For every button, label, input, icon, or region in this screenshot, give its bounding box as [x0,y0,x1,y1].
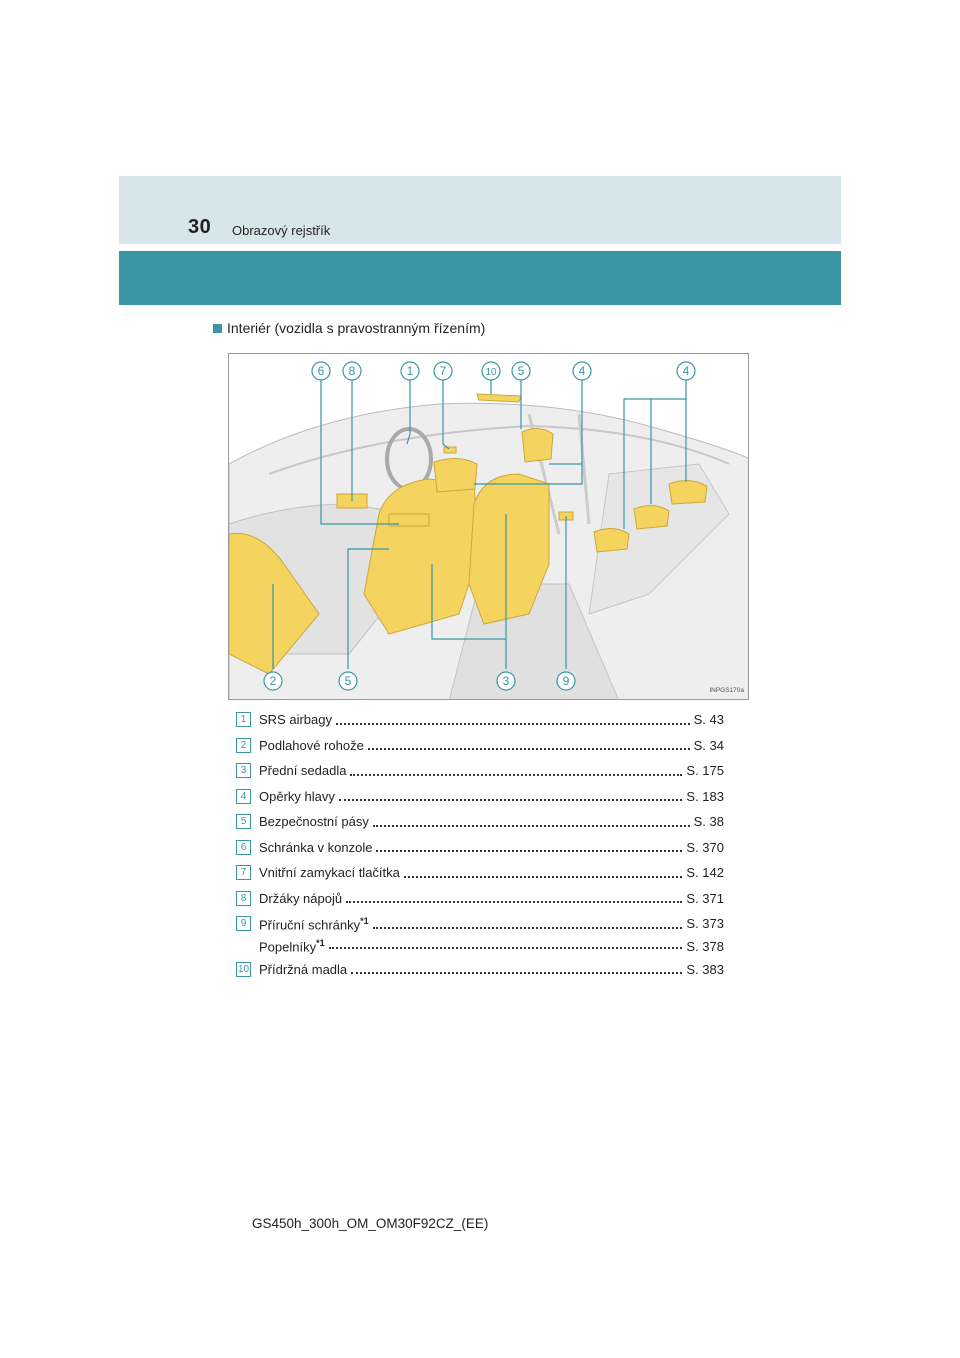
page-reference[interactable]: S. 38 [693,814,724,830]
dot-leader [329,947,683,949]
item-number-badge: 3 [236,763,251,778]
list-item [236,860,724,886]
footnote-mark: *1 [360,915,369,926]
item-label [259,840,372,855]
list-item [236,835,724,861]
list-item [236,809,724,835]
page-reference[interactable]: S. 383 [686,961,724,977]
dot-leader [351,972,682,974]
item-label [259,789,335,804]
dot-leader [350,774,682,776]
list-item [236,758,724,784]
page-reference[interactable]: S. 34 [693,737,724,753]
header-bar [119,251,841,305]
svg-text:9: 9 [562,674,570,688]
item-label [259,814,369,829]
svg-text:6: 6 [317,364,325,378]
item-label [259,738,364,753]
dot-leader [373,825,690,827]
item-label-text: SRS airbagy [259,712,332,728]
bullet-square-icon [213,324,222,333]
item-number-badge: 9 [236,916,251,931]
dot-leader [339,799,683,801]
header-band [119,176,841,244]
list-item [236,784,724,810]
item-label-text: Přední sedadla [259,763,347,779]
dot-leader [346,901,682,903]
item-label-text: Přídržná madla [259,961,348,977]
item-number-badge: 2 [236,738,251,753]
item-label-text: Držáky nápojů [259,890,343,906]
item-number-badge: 10 [237,963,250,975]
list-item [236,957,724,983]
list-item [236,733,724,759]
page-reference[interactable]: S. 183 [686,788,724,804]
item-number-badge: 7 [236,865,251,880]
interior-figure [228,353,749,700]
svg-text:4: 4 [682,364,690,378]
interior-illustration [229,354,749,700]
footer-doc-id: GS450h_300h_OM_OM30F92CZ_(EE) [252,1216,489,1231]
svg-text:2: 2 [269,674,277,688]
page-reference[interactable]: S. 142 [686,865,724,881]
svg-text:4: 4 [578,364,586,378]
reference-list [236,707,724,982]
item-number-badge: 5 [236,814,251,829]
item-label-text: Popelníky [259,939,317,955]
svg-text:1: 1 [406,364,414,378]
page-reference[interactable]: S. 175 [686,763,724,779]
page-reference[interactable]: S. 370 [686,839,724,855]
item-label [259,916,369,932]
item-number-badge [236,939,251,954]
dot-leader [404,876,683,878]
dot-leader [376,850,682,852]
item-label-text: Schránka v konzole [259,839,373,855]
dot-leader [368,748,690,750]
item-number-badge: 1 [236,712,251,727]
subheading [213,320,485,336]
svg-text:10: 10 [485,367,497,378]
item-label-text: Příruční schránky [259,916,361,932]
item-label [259,938,325,954]
item-label-text: Bezpečnostní pásy [259,814,369,830]
item-number-badge: 8 [236,891,251,906]
list-item [236,886,724,912]
subheading-text: Interiér (vozidla s pravostranným řízením) [227,320,486,336]
page-number: 30 [188,216,212,238]
item-label [259,763,346,778]
svg-text:5: 5 [517,364,525,378]
list-item [236,707,724,733]
page-reference[interactable]: S. 378 [686,939,724,954]
page-reference[interactable]: S. 373 [686,916,724,932]
dot-leader [373,927,683,929]
item-label [259,962,347,977]
section-title: Obrazový rejstřík [232,223,331,238]
svg-text:8: 8 [348,364,356,378]
list-item [236,937,724,957]
dot-leader [336,723,690,725]
footnote-mark: *1 [316,938,325,949]
list-item [236,911,724,937]
item-label-text: Opěrky hlavy [259,788,335,804]
item-number-badge: 6 [236,840,251,855]
item-label [259,712,332,727]
item-label [259,891,342,906]
page-reference[interactable]: S. 371 [686,890,724,906]
page-reference[interactable]: S. 43 [693,712,724,728]
item-label [259,865,400,880]
svg-text:3: 3 [502,674,510,688]
svg-text:5: 5 [344,674,352,688]
svg-text:7: 7 [439,364,447,378]
figure-code: INPGS170a [709,687,744,694]
item-label-text: Vnitřní zamykací tlačítka [259,865,400,881]
item-label-text: Podlahové rohože [259,737,364,753]
item-number-badge: 4 [236,789,251,804]
